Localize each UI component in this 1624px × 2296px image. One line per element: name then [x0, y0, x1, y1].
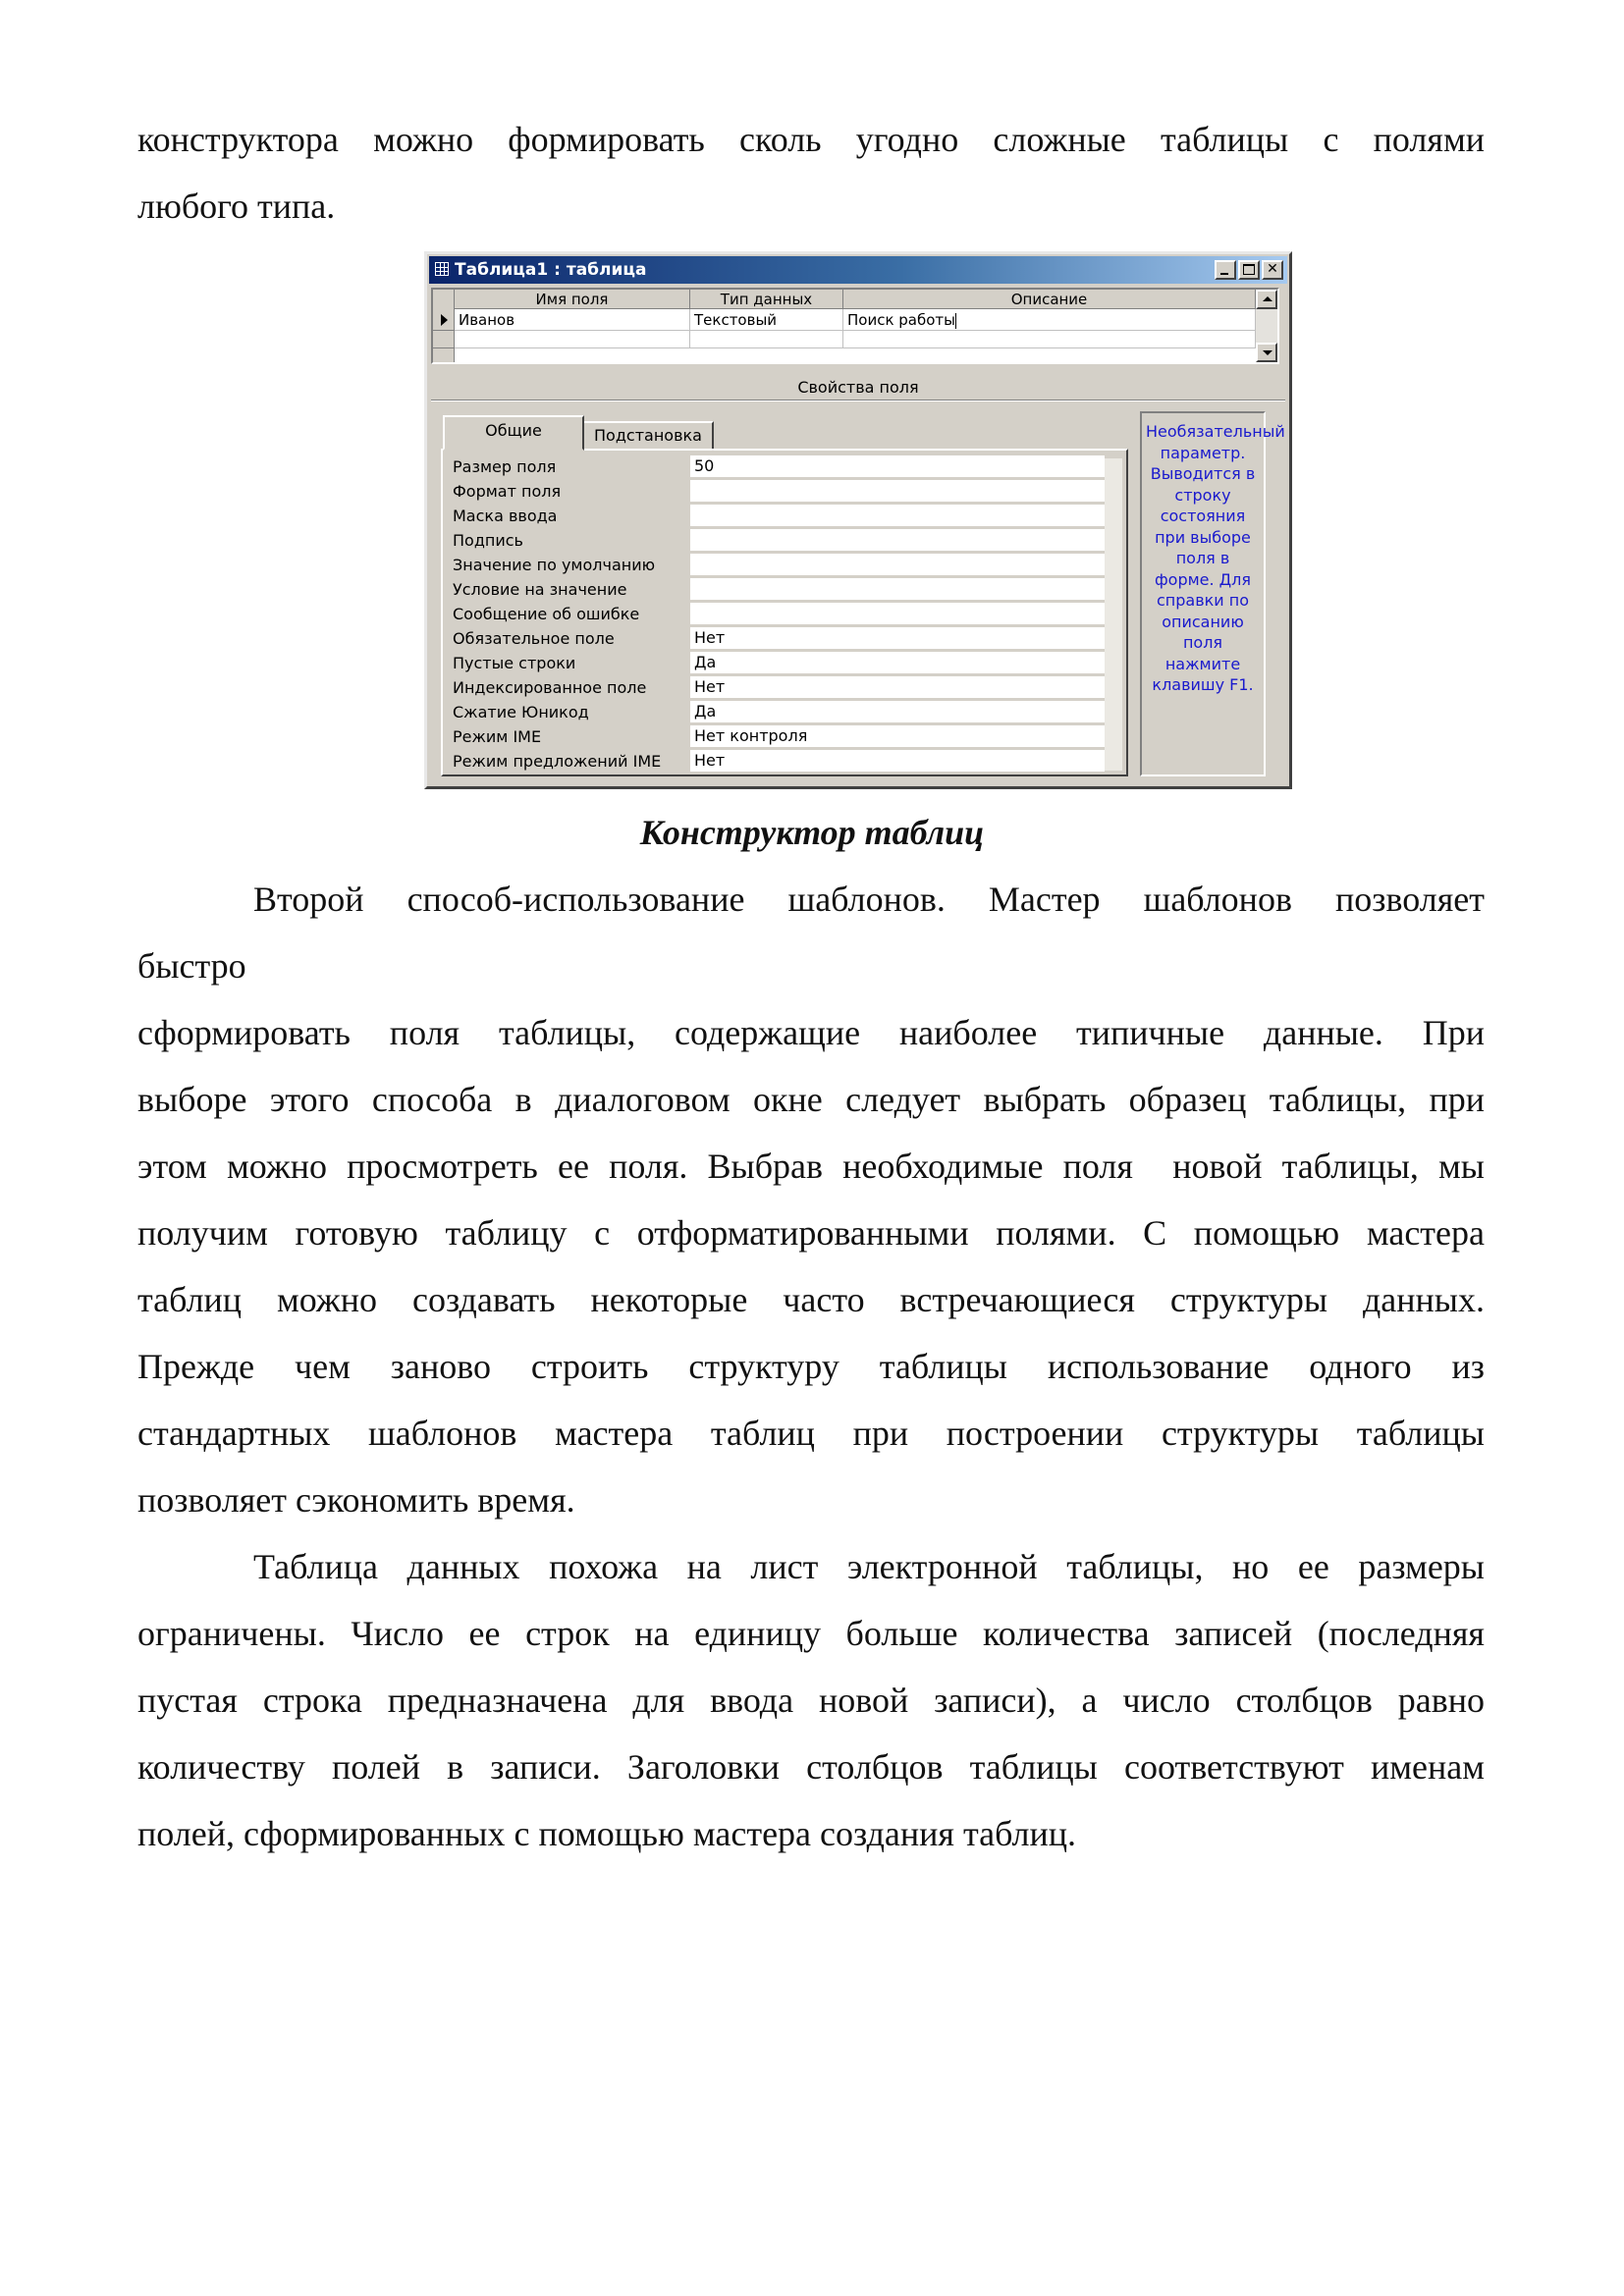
cell-description[interactable]: Поиск работы: [843, 309, 1256, 331]
property-label: Формат поля: [453, 482, 562, 501]
current-row-arrow-icon: [441, 314, 448, 326]
paragraph-line: Таблица данных похожа на лист электронной таблицы, но ее размеры: [253, 1547, 1485, 1586]
cell-field-name[interactable]: Иванов: [455, 309, 690, 331]
cell-data-type[interactable]: Текстовый: [690, 309, 843, 331]
property-value[interactable]: Нет: [690, 627, 1105, 650]
property-value[interactable]: Нет: [690, 676, 1105, 699]
property-label: Значение по умолчанию: [453, 556, 656, 574]
minimize-button[interactable]: [1215, 260, 1236, 280]
tab-general[interactable]: Общие: [443, 415, 584, 451]
row-selector[interactable]: [433, 309, 455, 331]
maximize-button[interactable]: [1238, 260, 1260, 280]
property-value[interactable]: Да: [690, 701, 1105, 723]
property-value[interactable]: [690, 603, 1105, 625]
property-label: Сжатие Юникод: [453, 703, 589, 721]
paragraph-line: ограничены. Число ее строк на единицу больше количества записей (последняя: [137, 1614, 1485, 1653]
paragraph-line: любого типа.: [137, 187, 336, 226]
property-label: Пустые строки: [453, 654, 576, 672]
properties-scrollbar[interactable]: [1105, 458, 1122, 771]
paragraph-line: таблиц можно создавать некоторые часто встречающиеся структуры данных.: [137, 1280, 1485, 1319]
help-box: [1140, 411, 1285, 776]
property-label: Размер поля: [453, 457, 557, 476]
field-properties-title: Свойства поля: [797, 378, 919, 397]
paragraph-line: быстро: [137, 946, 246, 986]
property-label: Подпись: [453, 531, 523, 550]
paragraph-line: полей, сформированных с помощью мастера создания таблиц.: [137, 1814, 1077, 1853]
grid-corner: [433, 290, 455, 309]
paragraph-line: получим готовую таблицу с отформатированными полями. С помощью мастера: [137, 1213, 1485, 1253]
table-icon: [435, 262, 449, 276]
scroll-down-icon[interactable]: [1256, 343, 1277, 362]
row-selector[interactable]: [433, 348, 455, 362]
property-value[interactable]: [690, 554, 1105, 576]
property-label: Индексированное поле: [453, 678, 647, 697]
property-value[interactable]: Нет: [690, 750, 1105, 773]
paragraph-line: Второй способ-использование шаблонов. Мастер шаблонов позволяет: [253, 880, 1485, 919]
grid-scrollbar[interactable]: [1256, 290, 1277, 362]
paragraph-line: пустая строка предназначена для ввода новой записи), а число столбцов равно: [137, 1681, 1485, 1720]
fields-grid: [431, 288, 1279, 364]
row-selector[interactable]: [433, 331, 455, 348]
window-title: Таблица1 : таблица: [455, 260, 647, 280]
property-value[interactable]: Да: [690, 652, 1105, 674]
close-button[interactable]: ✕: [1262, 260, 1283, 280]
property-label: Обязательное поле: [453, 629, 615, 648]
property-label: Режим предложений IME: [453, 752, 662, 771]
column-header-description[interactable]: Описание: [843, 290, 1256, 309]
text-cursor: [955, 313, 956, 329]
property-value[interactable]: 50: [690, 455, 1105, 478]
paragraph-line: количеству полей в записи. Заголовки столбцов таблицы соответствуют именам: [137, 1747, 1485, 1787]
window-titlebar[interactable]: [429, 256, 1287, 284]
property-value[interactable]: [690, 578, 1105, 601]
paragraph-line: выборе этого способа в диалоговом окне следует выбрать образец таблицы, при: [137, 1080, 1485, 1119]
paragraph-line: Прежде чем заново строить структуру таблицы использование одного из: [137, 1347, 1485, 1386]
column-header-data-type[interactable]: Тип данных: [690, 290, 843, 309]
scroll-up-icon[interactable]: [1256, 290, 1277, 309]
paragraph-line: конструктора можно формировать сколь угодно сложные таблицы с полями: [137, 120, 1485, 159]
cell-field-name[interactable]: [455, 331, 690, 348]
cell-description[interactable]: [843, 331, 1256, 348]
properties-panel: [441, 449, 1128, 776]
table-designer-window: [424, 251, 1292, 789]
cell-data-type[interactable]: [690, 331, 843, 348]
figure-caption: Конструктор таблиц: [639, 813, 985, 852]
paragraph-line: сформировать поля таблицы, содержащие наиболее типичные данные. При: [137, 1013, 1485, 1052]
paragraph-line: этом можно просмотреть ее поля. Выбрав необходимые поля новой таблицы, мы: [137, 1147, 1485, 1186]
paragraph-line: позволяет сэкономить время.: [137, 1480, 575, 1520]
property-label: Режим IME: [453, 727, 542, 746]
property-label: Сообщение об ошибке: [453, 605, 640, 623]
help-text: Необязательный параметр. Выводится в строку состояния при выборе поля в форме. Для справки по описанию поля нажмите клавишу F1.: [1146, 422, 1285, 694]
property-value[interactable]: [690, 529, 1105, 552]
divider: [431, 400, 1285, 401]
paragraph-line: стандартных шаблонов мастера таблиц при построении структуры таблицы: [137, 1414, 1485, 1453]
column-header-field-name[interactable]: Имя поля: [455, 290, 690, 309]
tab-lookup[interactable]: Подстановка: [582, 421, 714, 451]
property-label: Условие на значение: [453, 580, 627, 599]
property-value[interactable]: [690, 505, 1105, 527]
property-value[interactable]: [690, 480, 1105, 503]
property-label: Маска ввода: [453, 507, 558, 525]
property-value[interactable]: Нет контроля: [690, 725, 1105, 748]
